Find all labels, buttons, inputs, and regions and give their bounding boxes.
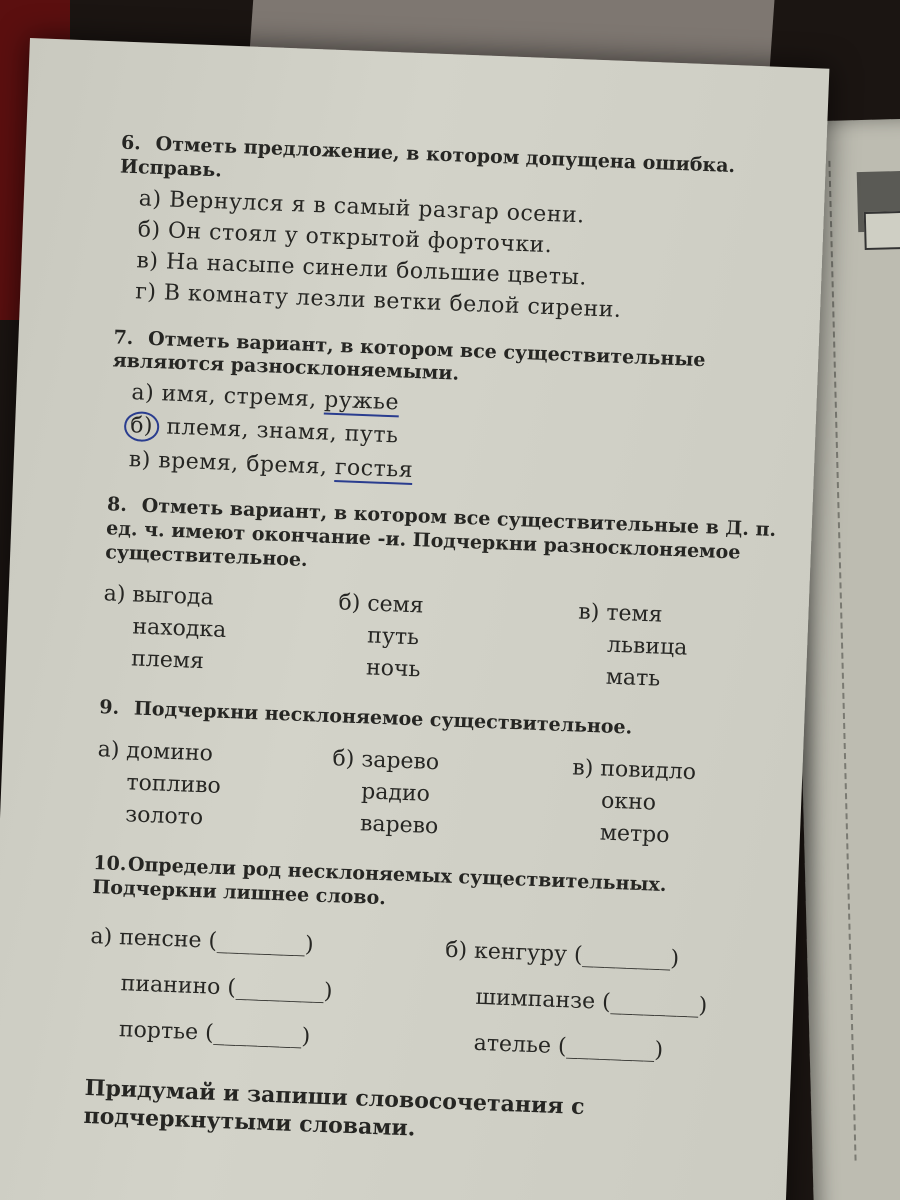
option-word: радио <box>360 779 431 807</box>
option-word: пенсне <box>118 924 203 953</box>
option-text: племя, знамя, путь <box>165 415 399 449</box>
task-8-question <box>105 493 777 590</box>
question-text: Определи род несклоняемых существительных. Подчеркни лишнее слово. <box>92 853 667 910</box>
option-word: шимпанзе <box>475 984 596 1014</box>
option-word: львица <box>606 632 688 662</box>
option-word: племя <box>130 646 205 675</box>
option-label: а) <box>90 923 113 950</box>
answer-blank[interactable]: (________) <box>601 989 708 1019</box>
option-word: пианино <box>120 970 221 1000</box>
option-text: время, бремя, <box>157 448 329 480</box>
answer-blank[interactable]: (________) <box>573 942 680 972</box>
option-word: путь <box>366 623 420 651</box>
task-8 <box>101 493 777 700</box>
task-6-option-c: в) На насыпе синели большие цветы. <box>136 248 588 291</box>
task-6-option-b: б) Он стоял у открытой форточки. <box>137 217 553 258</box>
task-number: 9. <box>98 696 120 720</box>
task-10-column-a <box>86 914 446 1066</box>
option-word: топливо <box>125 770 222 799</box>
task-9-options <box>95 734 768 856</box>
option-label: б) <box>444 937 468 964</box>
handwritten-underline-word: ружье <box>323 387 400 416</box>
option-text: имя, стремя, <box>161 381 318 413</box>
option-word: портье <box>118 1016 199 1045</box>
task-number: 10. <box>92 852 127 876</box>
option-word: кенгуру <box>473 938 568 967</box>
task-number: 7. <box>113 326 134 349</box>
task-9-column-c <box>569 752 773 856</box>
question-text: Отметь предложение, в котором допущена ошибка. Исправь. <box>119 132 736 182</box>
option-word: окно <box>600 788 657 816</box>
option-word: ателье <box>473 1030 552 1059</box>
option-word: зарево <box>360 747 440 776</box>
question-text: Отметь вариант, в котором все существительные являются разносклоняемыми. <box>112 327 706 386</box>
task-7 <box>108 326 783 497</box>
option-word: находка <box>131 614 227 644</box>
task-6-option-a: а) Вернулся я в самый разгар осени. <box>138 185 586 228</box>
task-9-column-a <box>95 734 334 839</box>
footer-instruction: Придумай и запиши словосочетания с подчеркнутыми словами. <box>83 1074 586 1142</box>
option-word: темя <box>605 600 663 629</box>
task-8-options <box>101 579 774 701</box>
question-text: Подчеркни несклоняемое существительное. <box>133 697 633 739</box>
right-page-box <box>864 211 900 250</box>
option-label: а) <box>130 380 155 407</box>
task-10-question <box>92 852 763 925</box>
option-label: б) <box>332 746 355 773</box>
option-word: ночь <box>365 655 421 683</box>
task-number: 6. <box>120 131 142 155</box>
question-text: Отметь вариант, в котором все существительные в Д. п. ед. ч. имеют окончание -и. Подчеркни разносклоняемое существительное. <box>104 494 777 571</box>
task-8-column-a <box>101 579 340 684</box>
option-label: а) <box>103 581 126 608</box>
task-9-column-b <box>329 743 573 848</box>
handwritten-circle-mark: б) <box>124 411 160 442</box>
option-word: варево <box>359 811 439 840</box>
task-8-column-c <box>575 597 779 701</box>
page-content <box>83 132 791 1157</box>
answer-blank[interactable]: (________) <box>557 1033 664 1063</box>
right-page-margin-ticks <box>828 161 860 1161</box>
task-6-option-d: г) В комнату лезли ветки белой сирени. <box>134 279 622 324</box>
answer-blank[interactable]: (________) <box>208 928 315 958</box>
task-10-options <box>86 914 761 1078</box>
task-10-column-b <box>441 927 766 1077</box>
option-word: домино <box>125 738 214 767</box>
workbook-page <box>0 38 829 1200</box>
task-9 <box>95 696 770 855</box>
option-word: выгода <box>131 582 215 611</box>
option-label: в) <box>577 599 600 626</box>
task-6 <box>115 132 791 330</box>
answer-blank[interactable]: (________) <box>204 1020 311 1050</box>
option-word: метро <box>599 820 670 849</box>
option-label: б) <box>338 590 361 617</box>
handwritten-underline-word: гостья <box>334 454 414 483</box>
option-word: мать <box>605 664 661 692</box>
option-label: в) <box>128 446 152 473</box>
option-label: в) <box>571 755 594 782</box>
answer-blank[interactable]: (________) <box>226 974 333 1004</box>
task-8-column-b <box>335 588 579 693</box>
task-10 <box>86 852 763 1077</box>
option-word: повидло <box>599 756 697 786</box>
option-word: золото <box>124 802 204 831</box>
option-word: семя <box>366 591 425 619</box>
task-number: 8. <box>106 493 128 517</box>
option-label: а) <box>97 737 120 764</box>
